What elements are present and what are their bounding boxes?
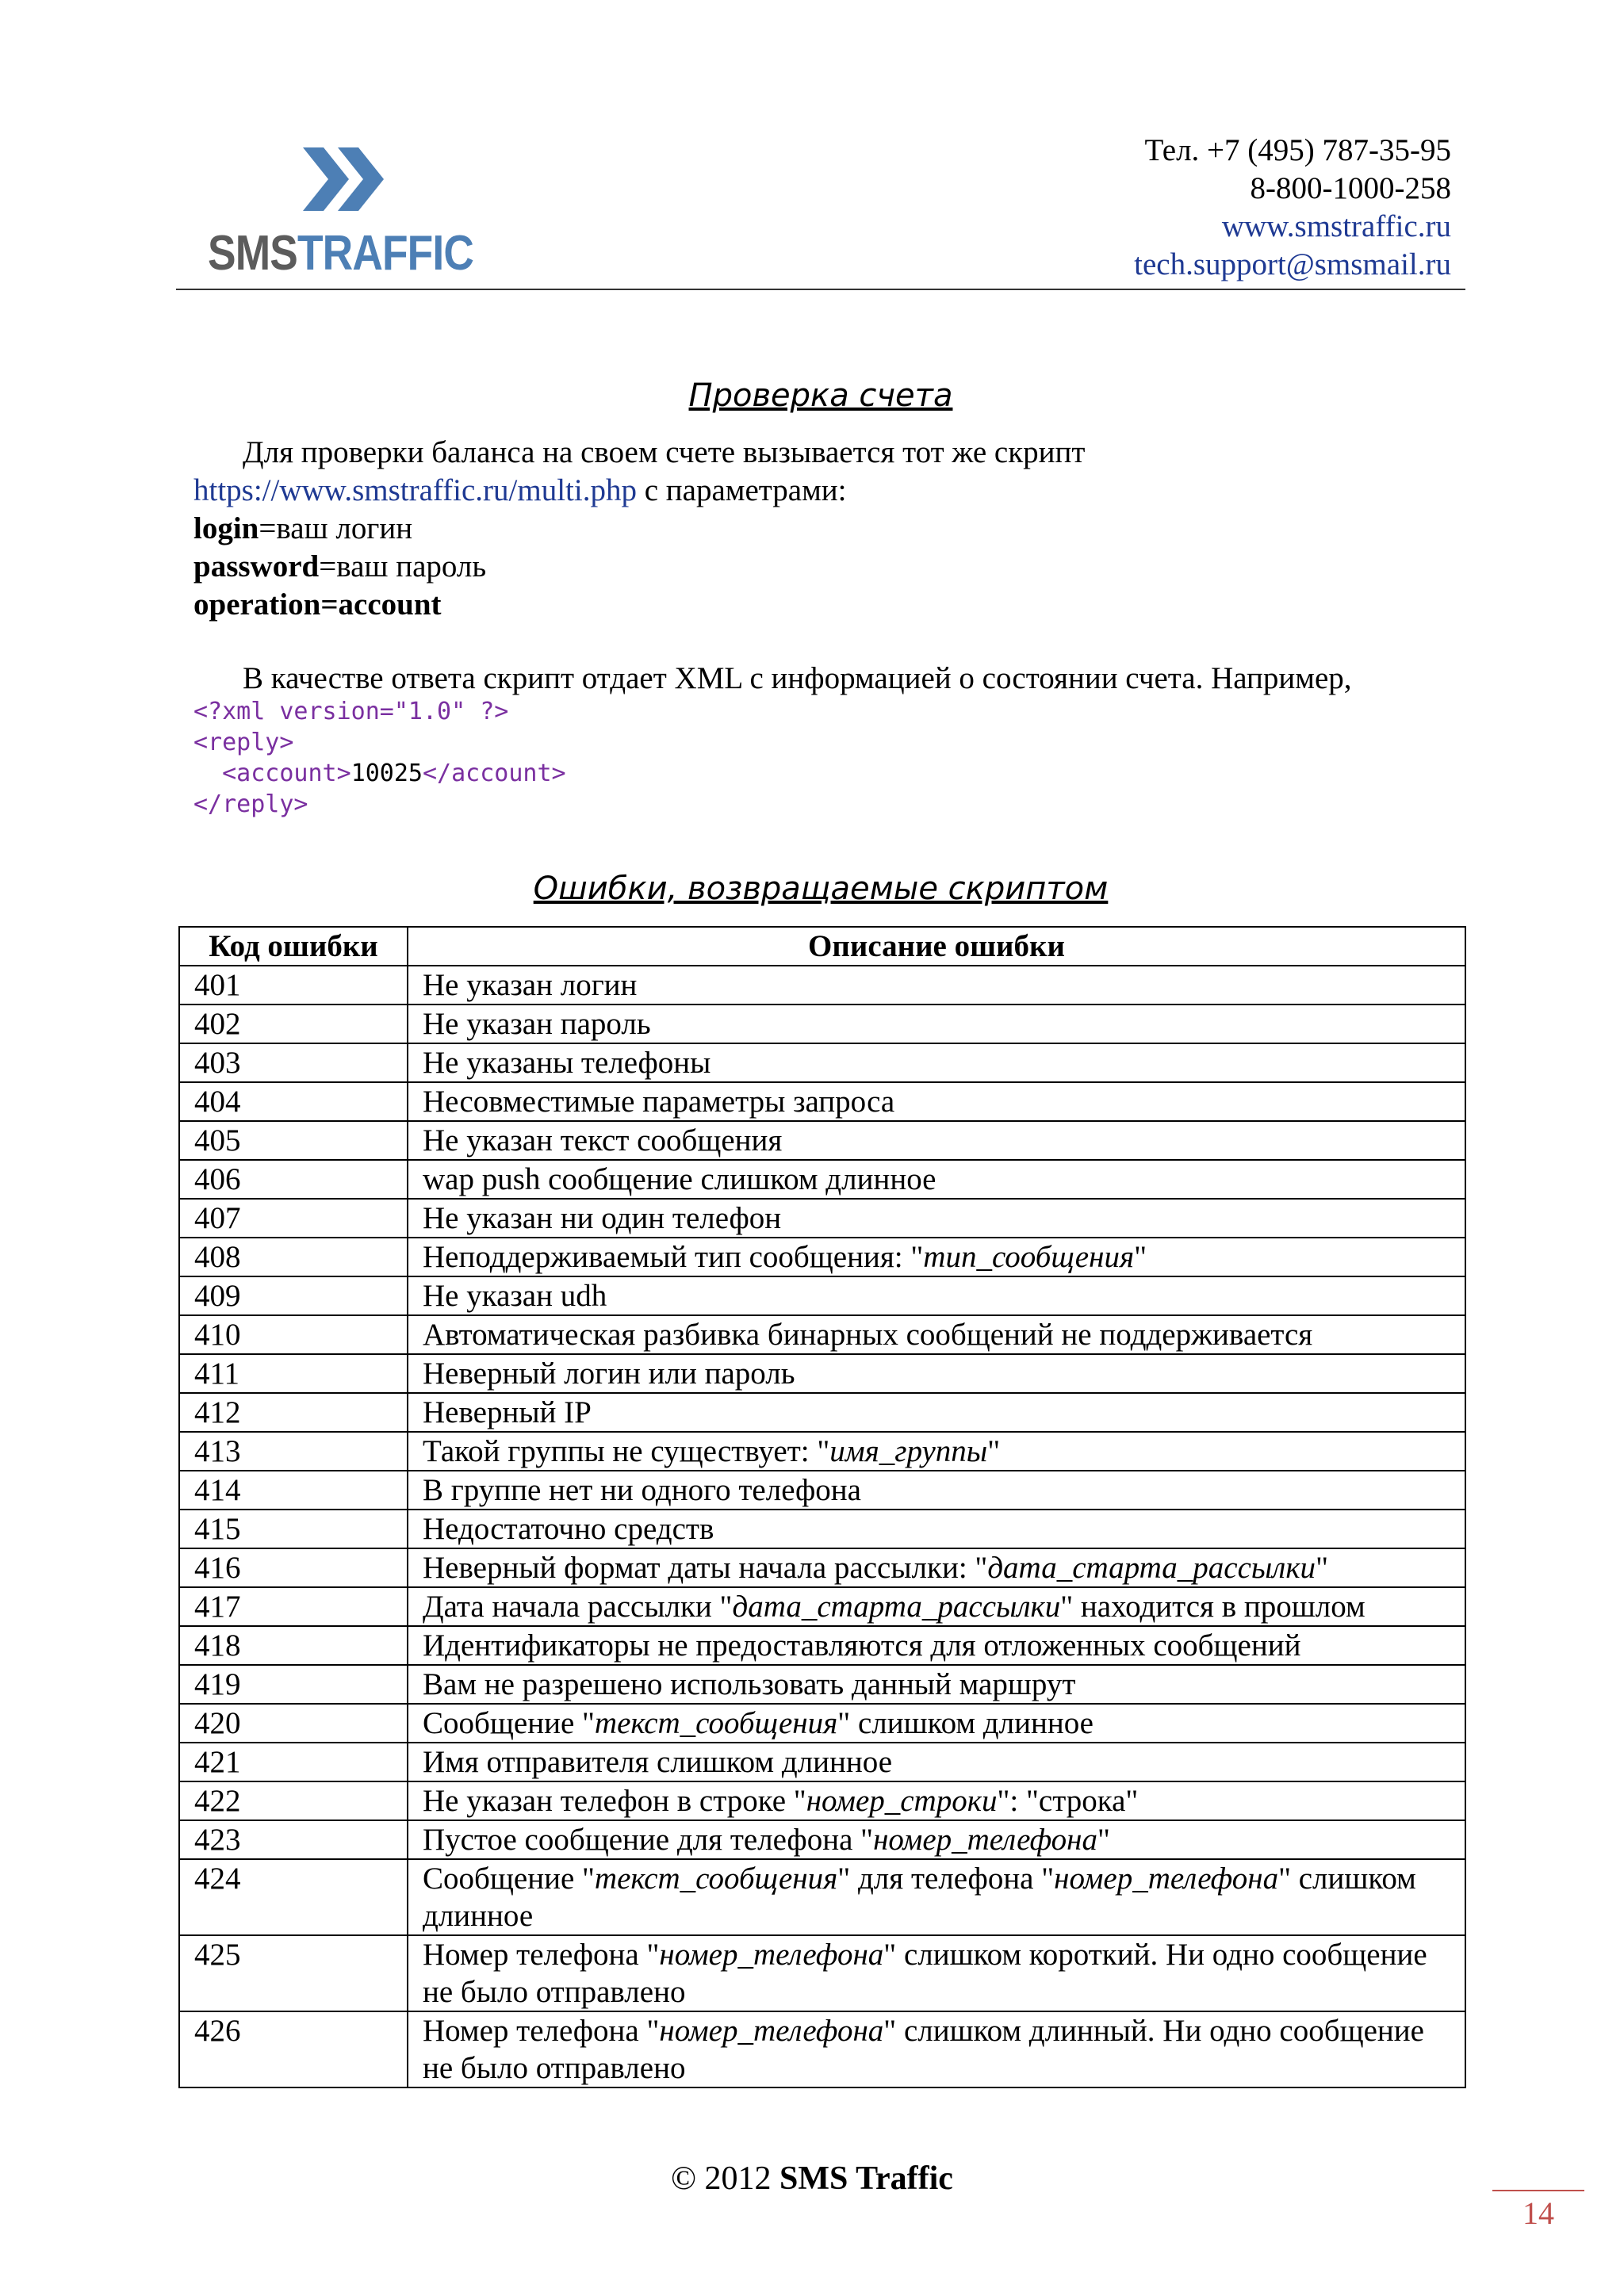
table-row — [179, 1199, 1465, 1238]
table-row — [179, 966, 1465, 1004]
error-code-cell: 417 — [179, 1587, 408, 1626]
page-number: 14 — [1522, 2195, 1554, 2231]
error-description-cell: Не указаны телефоны — [408, 1043, 1465, 1082]
error-code-cell: 415 — [179, 1510, 408, 1548]
error-code-cell: 420 — [179, 1704, 408, 1743]
param-operation: operation=account — [193, 587, 442, 622]
smstraffic-logo — [208, 147, 493, 282]
error-description-cell: Такой группы не существует: "имя_группы" — [408, 1432, 1465, 1471]
error-description-cell: Имя отправителя слишком длинное — [408, 1743, 1465, 1781]
errors-table-body — [179, 966, 1465, 2087]
response-description — [193, 660, 1478, 698]
table-row — [179, 1276, 1465, 1315]
error-description-cell: Неподдерживаемый тип сообщения: "тип_сообщения" — [408, 1238, 1465, 1276]
balance-section-title: Проверка счета — [688, 377, 953, 414]
error-code-cell: 414 — [179, 1471, 408, 1510]
error-code-cell: 425 — [179, 1935, 408, 2011]
error-description-cell: Дата начала рассылки "дата_старта_рассылки" находится в прошлом — [408, 1587, 1465, 1626]
table-row — [179, 1587, 1465, 1626]
contact-block — [1134, 132, 1451, 284]
error-code-cell: 405 — [179, 1121, 408, 1160]
error-code-cell: 422 — [179, 1781, 408, 1820]
table-row — [179, 1315, 1465, 1354]
table-row — [179, 1510, 1465, 1548]
table-row — [179, 1626, 1465, 1665]
error-code-cell: 426 — [179, 2011, 408, 2087]
error-description-cell: Не указан ни один телефон — [408, 1199, 1465, 1238]
error-description-cell: Вам не разрешено использовать данный маршрут — [408, 1665, 1465, 1704]
error-description-cell: Автоматическая разбивка бинарных сообщений не поддерживается — [408, 1315, 1465, 1354]
phone-tollfree-text: 8-800-1000-258 — [1250, 171, 1451, 205]
copyright: © 2012 SMS Traffic — [671, 2160, 953, 2197]
table-row — [179, 1665, 1465, 1704]
table-row — [179, 1082, 1465, 1121]
error-description-cell: Не указан udh — [408, 1276, 1465, 1315]
error-description-cell: Неверный формат даты начала рассылки: "дата_старта_рассылки" — [408, 1548, 1465, 1587]
errors-table — [178, 926, 1466, 2088]
error-description-cell: wap push сообщение слишком длинное — [408, 1160, 1465, 1199]
errors-section-title: Ошибки, возвращаемые скриптом — [533, 871, 1109, 907]
error-description-cell: Номер телефона "номер_телефона" слишком длинный. Ни одно сообщение не было отправлено — [408, 2011, 1465, 2087]
table-row — [179, 1043, 1465, 1082]
error-code-cell: 402 — [179, 1004, 408, 1043]
error-code-cell: 419 — [179, 1665, 408, 1704]
error-code-cell: 401 — [179, 966, 408, 1004]
column-header-description: Описание ошибки — [408, 927, 1465, 966]
table-row — [179, 1471, 1465, 1510]
error-description-cell: Неверный логин или пароль — [408, 1354, 1465, 1393]
param-login: login=ваш логин — [193, 511, 413, 545]
email-link[interactable]: tech.support@smsmail.ru — [1134, 247, 1451, 281]
error-code-cell: 418 — [179, 1626, 408, 1665]
error-code-cell: 424 — [179, 1859, 408, 1935]
table-row — [179, 1743, 1465, 1781]
chevron-double-right-icon — [303, 147, 390, 211]
error-code-cell: 407 — [179, 1199, 408, 1238]
error-description-cell: Идентификаторы не предоставляются для отложенных сообщений — [408, 1626, 1465, 1665]
error-description-cell: Неверный IP — [408, 1393, 1465, 1432]
table-row — [179, 1432, 1465, 1471]
error-description-cell: Сообщение "текст_сообщения" слишком длинное — [408, 1704, 1465, 1743]
column-header-code: Код ошибки — [179, 927, 408, 966]
error-code-cell: 408 — [179, 1238, 408, 1276]
error-code-cell: 409 — [179, 1276, 408, 1315]
table-row — [179, 1354, 1465, 1393]
error-description-cell: Пустое сообщение для телефона "номер_телефона" — [408, 1820, 1465, 1859]
table-row — [179, 2011, 1465, 2087]
error-description-cell: Не указан пароль — [408, 1004, 1465, 1043]
website-link[interactable]: www.smstraffic.ru — [1221, 209, 1451, 243]
table-header-row — [179, 927, 1465, 966]
script-url-link[interactable]: https://www.smstraffic.ru/multi.php — [193, 473, 637, 507]
error-description-cell: В группе нет ни одного телефона — [408, 1471, 1465, 1510]
balance-intro: Для проверки баланса на своем счете вызывается тот же скрипт — [243, 435, 1086, 469]
error-description-cell: Не указан логин — [408, 966, 1465, 1004]
table-row — [179, 1393, 1465, 1432]
error-code-cell: 404 — [179, 1082, 408, 1121]
header-divider — [176, 289, 1465, 290]
error-code-cell: 412 — [179, 1393, 408, 1432]
logo-wordmark: SMSTRAFFIC — [208, 226, 473, 281]
param-password: password=ваш пароль — [193, 549, 487, 584]
balance-description — [193, 434, 1478, 624]
table-row — [179, 1704, 1465, 1743]
error-description-cell: Несовместимые параметры запроса — [408, 1082, 1465, 1121]
xml-line: </reply> — [193, 790, 308, 818]
error-code-cell: 416 — [179, 1548, 408, 1587]
error-code-cell: 423 — [179, 1820, 408, 1859]
xml-example — [193, 696, 566, 820]
error-code-cell: 411 — [179, 1354, 408, 1393]
error-description-cell: Сообщение "текст_сообщения" для телефона "номер_телефона" слишком длинное — [408, 1859, 1465, 1935]
table-row — [179, 1160, 1465, 1199]
table-row — [179, 1121, 1465, 1160]
table-row — [179, 1548, 1465, 1587]
table-row — [179, 1004, 1465, 1043]
page-number-rule — [1492, 2190, 1584, 2191]
table-row — [179, 1781, 1465, 1820]
error-code-cell: 403 — [179, 1043, 408, 1082]
xml-line: <account>10025</account> — [193, 760, 566, 787]
script-url-suffix: с параметрами: — [636, 473, 847, 507]
error-code-cell: 410 — [179, 1315, 408, 1354]
error-code-cell: 406 — [179, 1160, 408, 1199]
table-row — [179, 1238, 1465, 1276]
error-description-cell: Не указан телефон в строке "номер_строки": "строка" — [408, 1781, 1465, 1820]
phone-text: Тел. +7 (495) 787-35-95 — [1144, 133, 1451, 167]
table-row — [179, 1820, 1465, 1859]
table-row — [179, 1935, 1465, 2011]
error-code-cell: 413 — [179, 1432, 408, 1471]
error-code-cell: 421 — [179, 1743, 408, 1781]
xml-line: <?xml version="1.0" ?> — [193, 698, 509, 725]
xml-line: <reply> — [193, 729, 294, 756]
table-row — [179, 1859, 1465, 1935]
response-text: В качестве ответа скрипт отдает XML с информацией о состоянии счета. Например, — [243, 661, 1352, 695]
error-description-cell: Номер телефона "номер_телефона" слишком короткий. Ни одно сообщение не было отправлено — [408, 1935, 1465, 2011]
error-description-cell: Недостаточно средств — [408, 1510, 1465, 1548]
error-description-cell: Не указан текст сообщения — [408, 1121, 1465, 1160]
script-url-line — [193, 472, 1478, 510]
